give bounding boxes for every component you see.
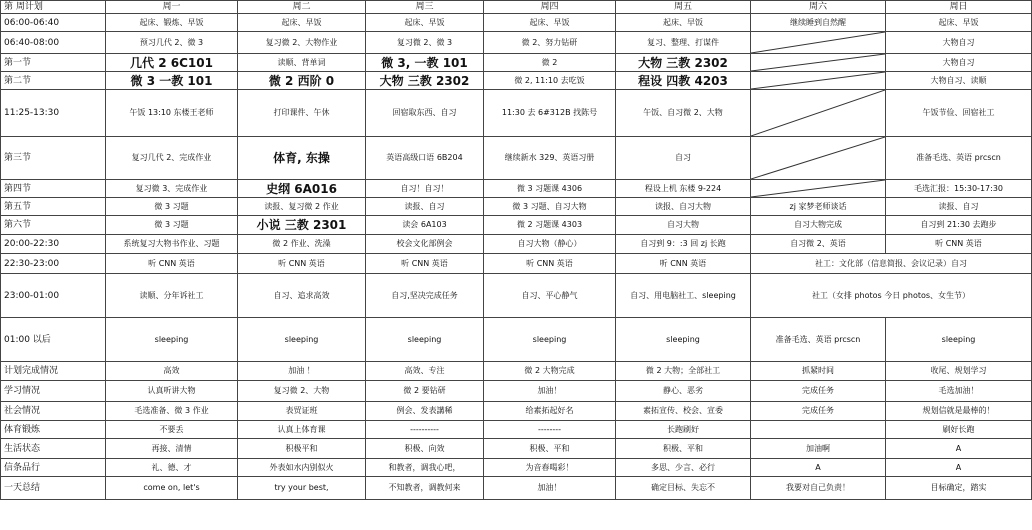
schedule-cell: 大物自习	[886, 54, 1032, 72]
schedule-cell: 确定目标、失忘不	[616, 477, 751, 500]
row-time-label: 01:00 以后	[1, 318, 106, 362]
schedule-row	[1, 72, 1032, 90]
schedule-cell: 目标确定，踏实	[886, 477, 1032, 500]
schedule-cell: try your best,	[238, 477, 366, 500]
schedule-cell: 积极、平和	[484, 439, 616, 459]
schedule-cell: --------	[484, 421, 616, 439]
schedule-cell: 积极、平和	[616, 439, 751, 459]
schedule-cell: 大物 三教 2302	[616, 54, 751, 72]
row-time-label: 第一节	[1, 54, 106, 72]
row-time-label: 信条品行	[1, 459, 106, 477]
schedule-cell: 微 3 习题、自习大物	[484, 198, 616, 216]
schedule-cell: 不知教者，调教何来	[366, 477, 484, 500]
schedule-cell: 微 2 作业、洗澡	[238, 235, 366, 254]
schedule-row	[1, 54, 1032, 72]
schedule-cell: 微 2 要钻研	[366, 381, 484, 402]
schedule-row	[1, 274, 1032, 318]
diagonal-slash-line	[751, 90, 885, 136]
row-time-label: 06:40-08:00	[1, 32, 106, 54]
schedule-cell: 毛选加油！	[886, 381, 1032, 402]
diagonal-slash-line	[751, 54, 885, 71]
schedule-cell: 听 CNN 英语	[238, 254, 366, 274]
schedule-cell: 复习微 2、大物作业	[238, 32, 366, 54]
schedule-cell: sleeping	[366, 318, 484, 362]
schedule-cell: 读顺、背单词	[238, 54, 366, 72]
schedule-cell: 校会文化部例会	[366, 235, 484, 254]
day-header-5: 周五	[616, 1, 751, 14]
schedule-row	[1, 381, 1032, 402]
diagonal-slash-line	[751, 72, 885, 89]
row-time-label: 计划完成情况	[1, 362, 106, 381]
schedule-cell: 复习、整理、打谋件	[616, 32, 751, 54]
schedule-cell: 复习微 3、完成作业	[106, 180, 238, 198]
slashed-cell	[751, 137, 886, 180]
schedule-cell: 小说 三教 2301	[238, 216, 366, 235]
schedule-cell: 认真听讲大物	[106, 381, 238, 402]
schedule-cell: 继续睡到自然醒	[751, 14, 886, 32]
row-time-label: 第六节	[1, 216, 106, 235]
schedule-cell: 午饭节俭、回宿社工	[886, 90, 1032, 137]
schedule-cell: 史纲 6A016	[238, 180, 366, 198]
schedule-cell: 自习、用电脑社工、sleeping	[616, 274, 751, 318]
schedule-cell: 大物 三教 2302	[366, 72, 484, 90]
schedule-cell: 自习大物	[616, 216, 751, 235]
schedule-cell: 微 2 大物完成	[484, 362, 616, 381]
schedule-cell: 高效	[106, 362, 238, 381]
schedule-cell: 听 CNN 英语	[616, 254, 751, 274]
schedule-cell: 微 3, 一教 101	[366, 54, 484, 72]
schedule-cell: 英语高级口语 6B204	[366, 137, 484, 180]
schedule-cell: 听 CNN 英语	[366, 254, 484, 274]
row-time-label: 学习情况	[1, 381, 106, 402]
schedule-cell: ----------	[366, 421, 484, 439]
schedule-cell: come on, let's	[106, 477, 238, 500]
schedule-cell: 读报、复习微 2 作业	[238, 198, 366, 216]
schedule-cell: 社工：文化部（信息简报、会议记录）自习	[751, 254, 1032, 274]
schedule-cell: 11:30 去 6#312B 找陈号	[484, 90, 616, 137]
schedule-cell: 微 3 习题课 4306	[484, 180, 616, 198]
schedule-cell: 自习、平心静气	[484, 274, 616, 318]
schedule-cell: 系统复习大物书作业、习题	[106, 235, 238, 254]
schedule-row	[1, 402, 1032, 421]
row-time-label: 第五节	[1, 198, 106, 216]
schedule-cell: A	[751, 459, 886, 477]
schedule-cell: 读报、自习大物	[616, 198, 751, 216]
schedule-cell: 自习到 21:30 去跑步	[886, 216, 1032, 235]
row-time-label: 生活状态	[1, 439, 106, 459]
day-header-3: 周三	[366, 1, 484, 14]
schedule-cell: 自习微 2、英语	[751, 235, 886, 254]
schedule-cell: 读会 6A103	[366, 216, 484, 235]
schedule-cell: 起床、早饭	[238, 14, 366, 32]
schedule-row	[1, 477, 1032, 500]
schedule-cell: 积极、向效	[366, 439, 484, 459]
schedule-cell: 微 2 大物；全部社工	[616, 362, 751, 381]
schedule-cell: 加油！	[484, 477, 616, 500]
slashed-cell	[751, 90, 886, 137]
row-time-label: 体育锻炼	[1, 421, 106, 439]
schedule-cell: 回宿取东西、自习	[366, 90, 484, 137]
schedule-cell: sleeping	[484, 318, 616, 362]
schedule-cell: 自习,坚决完成任务	[366, 274, 484, 318]
schedule-cell: 为音春喝彩！	[484, 459, 616, 477]
row-time-label: 06:00-06:40	[1, 14, 106, 32]
schedule-cell: 微 2, 11:10 去吃饭	[484, 72, 616, 90]
schedule-cell: 自习	[616, 137, 751, 180]
schedule-cell: 读报、自习	[886, 198, 1032, 216]
slashed-cell	[751, 180, 886, 198]
schedule-cell: 自习大物完成	[751, 216, 886, 235]
schedule-cell: 起床、早饭	[616, 14, 751, 32]
schedule-row	[1, 318, 1032, 362]
schedule-cell: 素拓宣传、校会、宣委	[616, 402, 751, 421]
schedule-row	[1, 235, 1032, 254]
schedule-cell: 高效、专注	[366, 362, 484, 381]
diagonal-slash-line	[751, 137, 885, 179]
schedule-cell: 读顺、分年诉社工	[106, 274, 238, 318]
row-time-label: 22:30-23:00	[1, 254, 106, 274]
schedule-cell: sleeping	[238, 318, 366, 362]
day-header-1: 周一	[106, 1, 238, 14]
schedule-cell: 多思、少言、必行	[616, 459, 751, 477]
schedule-cell	[751, 421, 886, 439]
diagonal-slash-line	[751, 180, 885, 197]
schedule-cell: zj 家梦老师谈话	[751, 198, 886, 216]
schedule-cell: 起床、早饭	[484, 14, 616, 32]
schedule-cell: 体育, 东操	[238, 137, 366, 180]
schedule-cell: 毛选汇报：15:30-17:30	[886, 180, 1032, 198]
schedule-cell: 准备毛选、英语 prcscn	[886, 137, 1032, 180]
schedule-cell: 不要丢	[106, 421, 238, 439]
schedule-cell: 听 CNN 英语	[106, 254, 238, 274]
schedule-cell: 加油！	[484, 381, 616, 402]
schedule-cell: 自习到 9：:3 回 zj 长跑	[616, 235, 751, 254]
row-time-label: 20:00-22:30	[1, 235, 106, 254]
schedule-cell: 起床、早饭	[366, 14, 484, 32]
schedule-cell: 自习、追求高效	[238, 274, 366, 318]
row-time-label: 第四节	[1, 180, 106, 198]
schedule-cell: 外表如水内别似火	[238, 459, 366, 477]
schedule-row	[1, 14, 1032, 32]
schedule-cell: 毛选准备、微 3 作业	[106, 402, 238, 421]
schedule-cell: 认真上体育课	[238, 421, 366, 439]
schedule-cell: 自习大物（静心）	[484, 235, 616, 254]
schedule-cell: 微 3 一教 101	[106, 72, 238, 90]
schedule-row	[1, 180, 1032, 198]
schedule-cell: 准备毛选、英语 prcscn	[751, 318, 886, 362]
schedule-cell: 微 2、努力钻研	[484, 32, 616, 54]
day-header-6: 周六	[751, 1, 886, 14]
schedule-cell: A	[886, 439, 1032, 459]
row-time-label: 第二节	[1, 72, 106, 90]
schedule-cell: 读报、自习	[366, 198, 484, 216]
schedule-cell: 起床、锻炼、早饭	[106, 14, 238, 32]
schedule-cell: 微 3 习题	[106, 216, 238, 235]
day-header-7: 周日	[886, 1, 1032, 14]
schedule-cell: 打印课件、午休	[238, 90, 366, 137]
schedule-cell: 复习微 2、微 3	[366, 32, 484, 54]
day-header-4: 周四	[484, 1, 616, 14]
schedule-cell: 继续新水 329、英语习册	[484, 137, 616, 180]
schedule-row	[1, 421, 1032, 439]
slashed-cell	[751, 72, 886, 90]
schedule-cell: 微 2 西阶 0	[238, 72, 366, 90]
schedule-cell: 听 CNN 英语	[484, 254, 616, 274]
schedule-cell: 微 2 习题课 4303	[484, 216, 616, 235]
slashed-cell	[751, 54, 886, 72]
schedule-cell: 给素拓起好名	[484, 402, 616, 421]
schedule-row	[1, 90, 1032, 137]
schedule-cell: 午饭 13:10 东楼王老师	[106, 90, 238, 137]
schedule-cell: 程设上机 东楼 9-224	[616, 180, 751, 198]
schedule-cell: 表贸证班	[238, 402, 366, 421]
schedule-cell: 收尾、规划学习	[886, 362, 1032, 381]
row-time-label: 社会情况	[1, 402, 106, 421]
row-time-label: 23:00-01:00	[1, 274, 106, 318]
schedule-cell: 完成任务	[751, 381, 886, 402]
schedule-cell: 积极平和	[238, 439, 366, 459]
schedule-cell: 微 2	[484, 54, 616, 72]
schedule-cell: 大物自习	[886, 32, 1032, 54]
schedule-cell: A	[886, 459, 1032, 477]
schedule-cell: 社工（女排 photos 今日 photos、女生节）	[751, 274, 1032, 318]
schedule-cell: 规划信就是最棒的！	[886, 402, 1032, 421]
schedule-cell: 自习！自习！	[366, 180, 484, 198]
schedule-cell: 预习几代 2、微 3	[106, 32, 238, 54]
schedule-cell: 复习微 2、大物	[238, 381, 366, 402]
schedule-row	[1, 137, 1032, 180]
slashed-cell	[751, 32, 886, 54]
schedule-row	[1, 254, 1032, 274]
schedule-cell: sleeping	[616, 318, 751, 362]
schedule-cell: 礼、德、才	[106, 459, 238, 477]
schedule-cell: 微 3 习题	[106, 198, 238, 216]
schedule-cell: 静心、恶劣	[616, 381, 751, 402]
row-time-label: 11:25-13:30	[1, 90, 106, 137]
schedule-cell: 和教者，调我心吧，	[366, 459, 484, 477]
row-time-label: 第三节	[1, 137, 106, 180]
schedule-row	[1, 362, 1032, 381]
schedule-cell: 午饭、自习微 2、大物	[616, 90, 751, 137]
header-corner-label: 第 周计划	[1, 1, 106, 14]
schedule-cell: 程设 四教 4203	[616, 72, 751, 90]
schedule-cell: 完成任务	[751, 402, 886, 421]
schedule-cell: 听 CNN 英语	[886, 235, 1032, 254]
day-header-2: 周二	[238, 1, 366, 14]
schedule-cell: 我要对自己负责！	[751, 477, 886, 500]
schedule-row	[1, 32, 1032, 54]
row-time-label: 一天总结	[1, 477, 106, 500]
schedule-cell: 复习几代 2、完成作业	[106, 137, 238, 180]
schedule-cell: 大物自习、读顺	[886, 72, 1032, 90]
schedule-cell: sleeping	[106, 318, 238, 362]
schedule-cell: 加油啊	[751, 439, 886, 459]
schedule-cell: sleeping	[886, 318, 1032, 362]
schedule-cell: 抓紧时间	[751, 362, 886, 381]
schedule-row	[1, 216, 1032, 235]
schedule-cell: 例会、发表講稀	[366, 402, 484, 421]
schedule-row	[1, 198, 1032, 216]
schedule-cell: 几代 2 6C101	[106, 54, 238, 72]
schedule-cell: 加油 ！	[238, 362, 366, 381]
schedule-cell: 长跑刷好	[616, 421, 751, 439]
diagonal-slash-line	[751, 32, 885, 53]
schedule-cell: 再接、清情	[106, 439, 238, 459]
schedule-cell: 起床、早饭	[886, 14, 1032, 32]
schedule-cell: 刷好长跑	[886, 421, 1032, 439]
schedule-row	[1, 459, 1032, 477]
header-row	[1, 1, 1032, 14]
schedule-row	[1, 439, 1032, 459]
